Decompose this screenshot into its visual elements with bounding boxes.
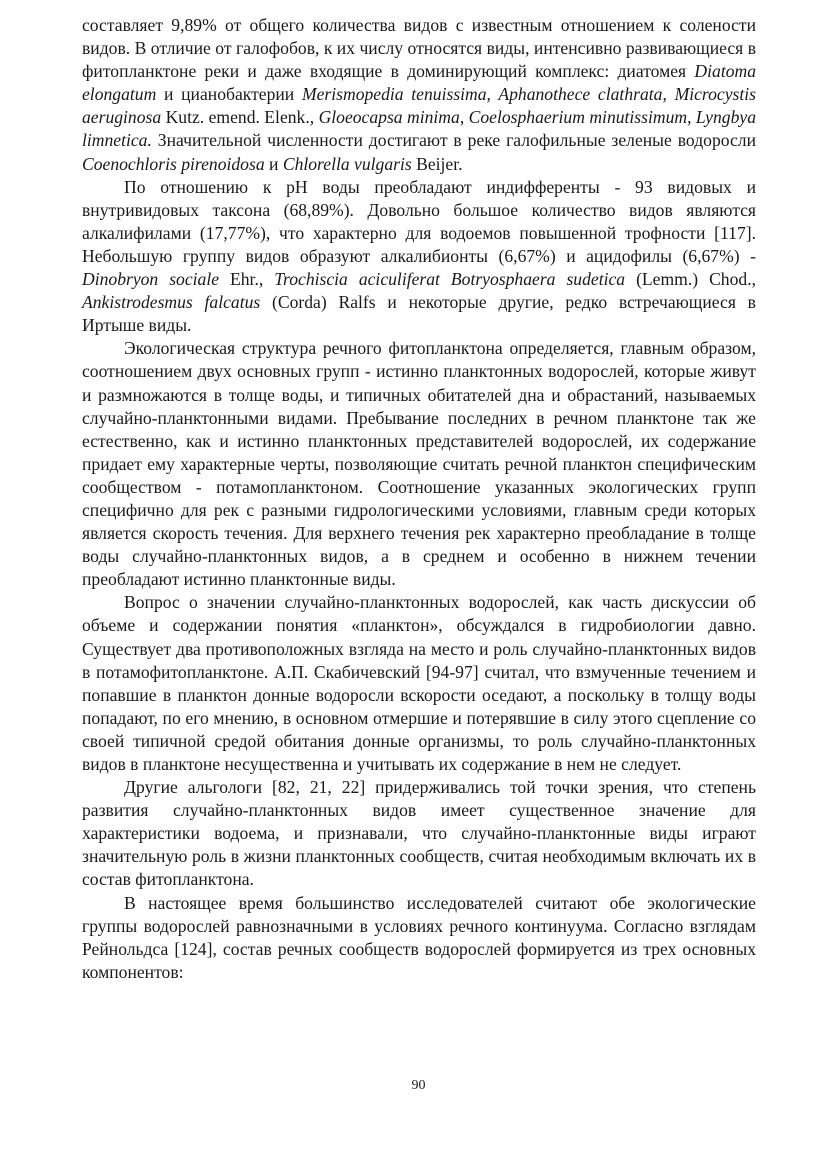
paragraph-4 [82,591,756,776]
text-run: составляет 9,89% от общего количества видов с известным отношением к солености видов. В отличие от галофобов, к их числу относятся виды, интенсивно развивающиеся в фитопланктоне реки и даже входящие в доминирующий комплекс: диатомея [82,15,756,82]
text-run: , [687,107,696,128]
document-page [82,14,756,984]
text-run: Вопрос о значении случайно-планктонных водорослей, как часть дискуссии об объеме и содержании понятия «планктон», обсуждался в гидробиологии давно. Существует два противоположных взгляда на место и роль случайно-планктонных видов в потамофитопланктоне. А.П. Скабичевский [94-97] считал, что взмученные течением и попавшие в планктон донные водоросли вскорости оседают, а поскольку в толщу воды попадают, по его мнению, в основном отмершие и потерявшие в силу этого сцепление со своей типичной средой обитания донные организмы, то роль случайно-планктонных видов в планктоне несущественна и учитывать их содержание в нем не следует. [82,592,756,774]
text-run: и цианобактерии [156,84,302,105]
paragraph-2 [82,176,756,338]
italic-taxon-name: Coenochloris pirenoidosa [82,153,265,174]
italic-taxon-name: Coelosphaerium minutissimum [468,107,688,128]
paragraph-5 [82,776,756,891]
italic-taxon-name: Trochiscia aciculiferat Botryosphaera sudetica [274,269,626,290]
text-run: Значительной численности достигают в реке галофильные зеленые водоросли [151,130,756,151]
paragraph-6 [82,892,756,984]
text-run: Экологическая структура речного фитопланктона определяется, главным образом, соотношением двух основных групп - истинно планктонных водорослей, которые живут и размножаются в толще воды, и типичных обитателей дна и обрастаний, называемых случайно-планктонными видами. Пребывание последних в речном планктоне так же естественно, как и истинно планктонных представителей водорослей, их содержание придает ему характерные черты, позволяющие считать речной планктон специфическим сообществом - потамопланктоном. Соотношение указанных экологических групп специфично для рек с разными гидрологическими условиями, главным среди которых является скорость течения. Для верхнего течения рек характерно преобладание в толще воды случайно-планктонных видов, а в среднем и особенно в нижнем течении преобладают истинно планктонные виды. [82,338,756,590]
text-run: , [459,107,469,128]
italic-taxon-name: Chlorella vulgaris [282,153,412,174]
italic-taxon-name: Ankistrodesmus falcatus [82,292,261,313]
text-run: и [264,153,283,174]
italic-taxon-name: Lyngbya limnetica. [82,107,756,151]
text-run: По отношению к pH воды преобладают индифференты - 93 видовых и внутривидовых таксона (68,89%). Довольно большое количество видов являются алкалифилами (17,77%), что характерно для водоемов повышенной трофности [117]. Небольшую группу видов образуют алкалибионты (6,67%) и ацидофилы (6,67%) - [82,176,756,266]
italic-taxon-name: Diatoma elongatum [82,61,756,105]
page-number: 90 [411,1078,426,1093]
text-run: Другие альгологи [82, 21, 22] придерживались той точки зрения, что степень развития случайно-планктонных видов имеет существенное значение для характеристики водоема, и признавали, что случайно-планктонные виды играют значительную роль в жизни планктонных сообществ, считая необходимым включать их в состав фитопланктона. [82,777,756,890]
paragraph-3 [82,337,756,591]
text-run: (Corda) Ralfs и некоторые другие, редко встречающиеся в Иртыше виды. [82,292,756,336]
text-run: Ehr., [219,269,275,290]
italic-taxon-name: Merismopedia tenuissima, Aphanothece clathrata, Microcystis aeruginosa [82,84,756,128]
paragraph-1 [82,14,756,176]
italic-taxon-name: Dinobryon sociale [82,269,220,290]
italic-taxon-name: Gloeocapsa minima [318,107,460,128]
text-run: Kutz. emend. Elenk., [161,107,319,128]
text-run: Beijer. [411,153,463,174]
text-run: В настоящее время большинство исследователей считают обе экологические группы водорослей равнозначными в условиях речного континуума. Согласно взглядам Рейнольдса [124], состав речных сообществ водорослей формируется из трех основных компонентов: [82,892,756,982]
text-run: (Lemm.) Chod., [625,269,756,290]
